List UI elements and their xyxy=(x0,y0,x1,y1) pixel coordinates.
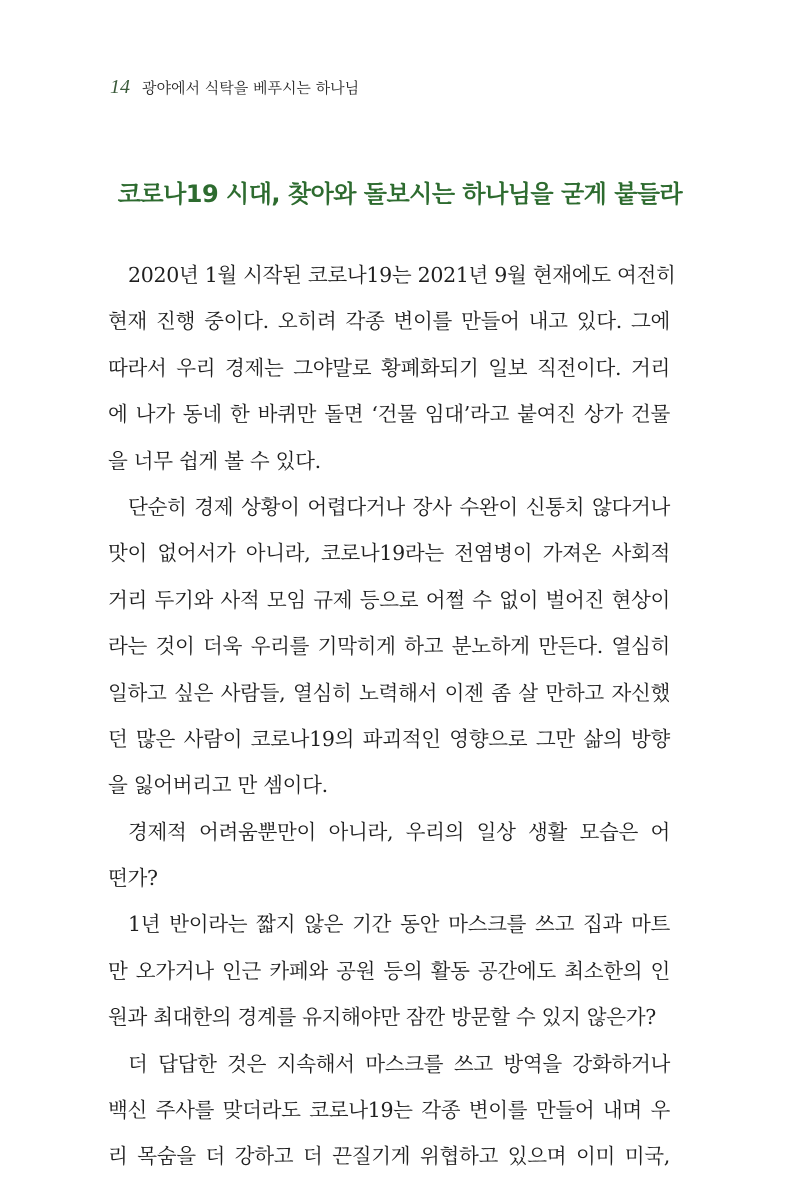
paragraph-4-line-1: 1년 반이라는 짧지 않은 기간 동안 마스크를 쓰고 집과 마트 xyxy=(128,912,670,937)
paragraph-2-line-5: 일하고 싶은 사람들, 열심히 노력해서 이젠 좀 살 만하고 자신했 xyxy=(108,680,670,705)
running-header xyxy=(110,76,359,100)
body-text xyxy=(108,259,676,1187)
paragraph-2-line-2: 맛이 없어서가 아니라, 코로나19라는 전염병이 가져온 사회적 xyxy=(108,541,670,566)
paragraph-2-line-1: 단순히 경제 상황이 어렵다거나 장사 수완이 신통치 않다거나 xyxy=(128,494,670,519)
paragraph-4-line-2: 만 오가거나 인근 카페와 공원 등의 활동 공간에도 최소한의 인 xyxy=(108,958,670,983)
paragraph-1-line-2: 현재 진행 중이다. 오히려 각종 변이를 만들어 내고 있다. 그에 xyxy=(108,309,670,334)
paragraph-3-line-1: 경제적 어려움뿐만이 아니라, 우리의 일상 생활 모습은 어 xyxy=(128,819,670,844)
paragraph-1-line-3: 따라서 우리 경제는 그야말로 황폐화되기 일보 직전이다. 거리 xyxy=(108,355,670,380)
paragraph-5-line-3: 리 목숨을 더 강하고 더 끈질기게 위협하고 있으며 이미 미국, xyxy=(108,1144,670,1169)
paragraph-5-line-1: 더 답답한 것은 지속해서 마스크를 쓰고 방역을 강화하거나 xyxy=(128,1051,670,1076)
paragraph-5-line-2: 백신 주사를 맞더라도 코로나19는 각종 변이를 만들어 내며 우 xyxy=(108,1098,670,1123)
paragraph-2-line-6: 던 많은 사람이 코로나19의 파괴적인 영향으로 그만 삶의 방향 xyxy=(108,726,670,751)
paragraph-2-line-4: 라는 것이 더욱 우리를 기막히게 하고 분노하게 만든다. 열심히 xyxy=(108,634,670,659)
paragraph-4-line-3: 원과 최대한의 경계를 유지해야만 잠깐 방문할 수 있지 않은가? xyxy=(108,1005,656,1030)
paragraph-3-line-2: 떤가? xyxy=(108,866,158,891)
page-number: 14 xyxy=(110,76,130,98)
paragraph-2-line-7: 을 잃어버리고 만 셈이다. xyxy=(108,773,328,798)
book-title: 광야에서 식탁을 베푸시는 하나님 xyxy=(142,79,360,97)
paragraph-1-line-5: 을 너무 쉽게 볼 수 있다. xyxy=(108,448,321,473)
paragraph-2-line-3: 거리 두기와 사적 모임 규제 등으로 어쩔 수 없이 벌어진 현상이 xyxy=(108,587,670,612)
section-heading: 코로나19 시대, 찾아와 돌보시는 하나님을 굳게 붙들라 xyxy=(117,180,683,208)
paragraph-1-line-4: 에 나가 동네 한 바퀴만 돌면 ‘건물 임대’라고 붙여진 상가 건물 xyxy=(108,402,670,427)
paragraph-1-line-1: 2020년 1월 시작된 코로나19는 2021년 9월 현재에도 여전히 xyxy=(128,263,676,287)
